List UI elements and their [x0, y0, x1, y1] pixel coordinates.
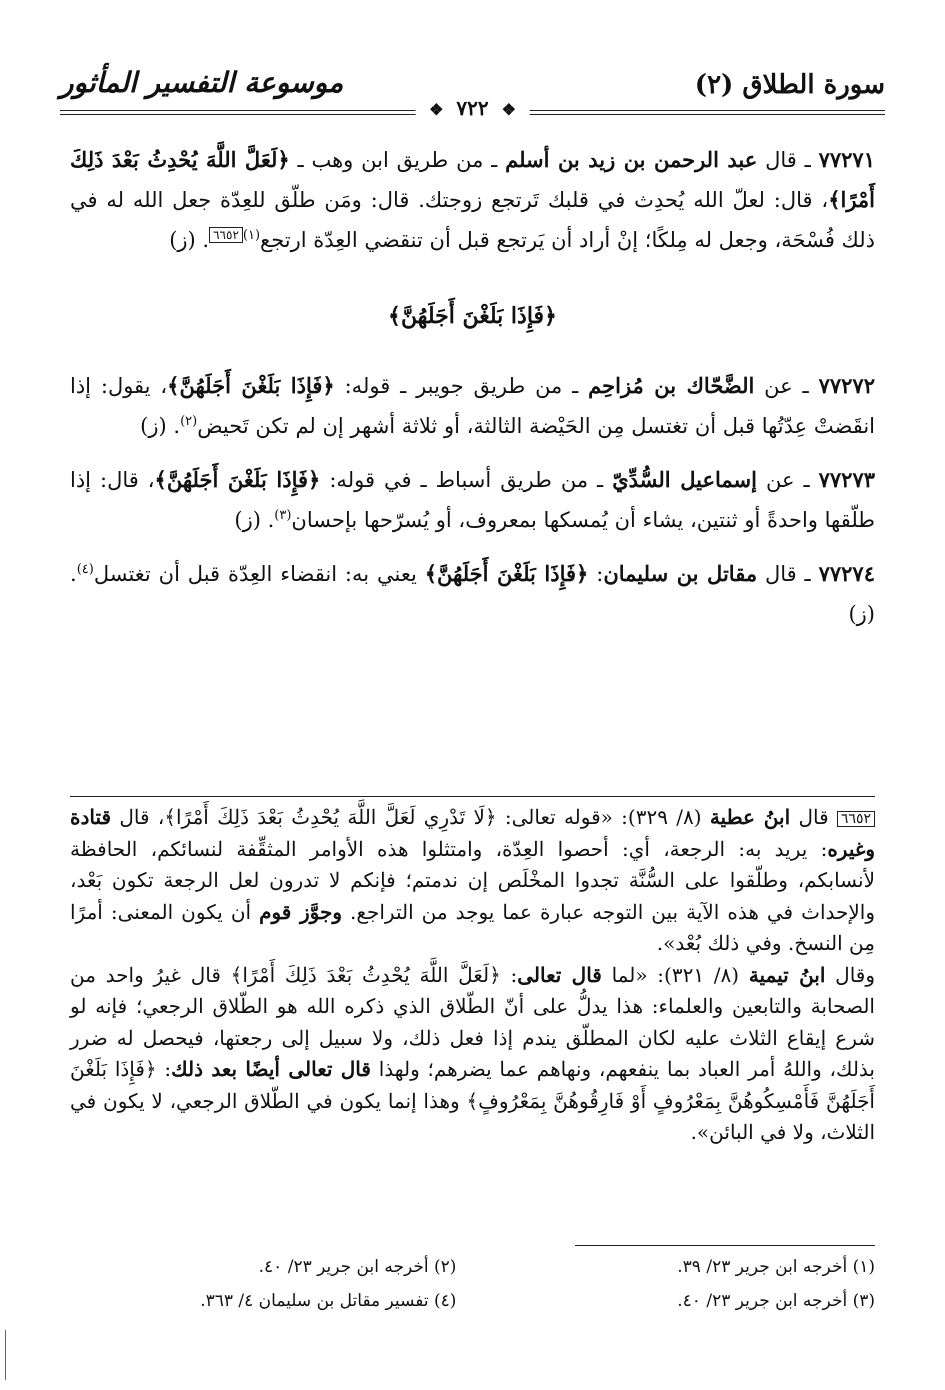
commentary-text: : ﴿فَإِذَا بَلَغْنَ أَجَلَهُنَّ فَأَمْسِكُوهُنَّ بِمَعْرُوفٍ أَوْ فَارِقُوهُنَّ بِمَعْرُوفٍ﴾ وهذا إنما يكون في الطّلاق الرجعي، لا يكون في الثلاث، ولا في البائن».	[70, 1057, 875, 1144]
entry-body: يعني به: انقضاء العِدّة قبل أن تغتسل	[93, 562, 425, 586]
commentary-text: : ﴿لَعَلَّ اللَّهَ يُحْدِثُ بَعْدَ ذَلِكَ أَمْرًا﴾ قال غيرُ واحد من الصحابة والتابعين والعلماء: هذا يدلُّ على أنّ الطّلاق الذي ذكره الله هو الطّلاق الرجعي؛ فإنه لو شرع إيقاع الثلاث عليه لكان المطلّق يندم إذا فعل ذلك، ولا سبيل إلى رجعتها، فيحصل له ضرر بذلك، واللهُ أمر العباد بما ينفعهم، ونهاهم عما يضرهم؛ ولهذا	[70, 962, 875, 1081]
commentary-block	[70, 802, 875, 1149]
entry-77272	[70, 366, 875, 446]
commentary-ref-box[interactable]: ٦٦٥٢	[209, 227, 243, 243]
footnote-marker[interactable]: (٢)	[180, 414, 198, 429]
commentary-text: : يريد به: الرجعة، أي: أحصوا العِدّة، وامتثلوا هذه الأوامر المثقِّفة لنسائكم، الحافظة لأنسابكم، وطلّقوا على السُّنَّة تجدوا المخْلَص إن ندمتم؛ فإنكم لا تدرون لعل الرجعة تكون بَعْد، والإحداث في هذه الآية بين التوجه عبارة عما يوجد من التراجع.	[70, 836, 875, 924]
chain-text: ـ من طريق أسباط ـ في قوله:	[320, 468, 613, 492]
chain-text: :	[588, 562, 604, 586]
commentary-text: (٨/ ٣٢١): «لما	[601, 962, 749, 987]
entry-number: ٧٧٢٧١	[818, 147, 875, 172]
surah-title: سورة الطلاق (٢)	[694, 70, 885, 100]
footnote-marker[interactable]: (٣)	[274, 508, 292, 523]
book-title: موسوعة التفسير المأثور	[60, 66, 344, 99]
commentary-paragraph	[70, 960, 875, 1149]
quran-verse: ﴿فَإِذَا بَلَغْنَ أَجَلَهُنَّ﴾	[424, 561, 589, 586]
entry-end: . (ز)	[70, 562, 875, 626]
footnote-marker[interactable]: (١)	[242, 228, 261, 243]
scholar-name: ابنُ تيمية	[748, 962, 826, 987]
scholar-name: ابنُ عطية	[709, 805, 791, 829]
entry-number: ٧٧٢٧٢	[818, 373, 875, 398]
entry-end: . (ز)	[169, 228, 210, 252]
footnote-marker[interactable]: (٤)	[76, 562, 94, 577]
chain-text: ـ من طريق ابن وهب ـ	[289, 148, 506, 172]
footnote-1: (١) أخرجه ابن جرير ٢٣/ ٣٩.	[677, 1257, 875, 1277]
footnote-4: (٤) تفسير مقاتل بن سليمان ٤/ ٣٦٣.	[200, 1291, 457, 1311]
scholar-name: قال تعالى أيضًا بعد ذلك	[171, 1057, 371, 1081]
entry-end: . (ز)	[140, 414, 181, 438]
page-number: ٧٢٢	[456, 96, 489, 120]
commentary-text: أن يكون المعنى: أمرًا مِن النسخ. وفي ذلك بُعْد».	[70, 899, 875, 955]
commentary-separator	[70, 796, 875, 797]
footnote-3: (٣) أخرجه ابن جرير ٢٣/ ٤٠.	[677, 1291, 875, 1311]
entry-intro: ـ عن	[756, 468, 819, 492]
commentary-paragraph	[70, 802, 875, 960]
chain-text: ـ من طريق جويبر ـ قوله:	[334, 374, 589, 398]
section-heading: ﴿فَإِذَا بَلَغْنَ أَجَلَهُنَّ﴾	[388, 303, 557, 329]
entry-77271	[70, 140, 875, 260]
commentary-text: قال	[790, 805, 837, 829]
entry-body: ، قال: إذا طلّقها واحدةً أو ثنتين، يشاء أن يُمسكها بمعروف، أو يُسرّحها بإحسان	[70, 468, 875, 532]
running-header	[60, 66, 885, 126]
main-text	[70, 140, 875, 648]
entry-intro: ـ عن	[754, 374, 819, 398]
quran-verse: ﴿لَعَلَّ اللَّهَ يُحْدِثُ بَعْدَ ذَلِكَ أَمْرًا﴾	[70, 147, 875, 212]
scholar-name: وجوَّز قوم	[259, 899, 342, 924]
scholar-name: قتادة وغيره	[70, 805, 875, 861]
entry-77273	[70, 460, 875, 540]
ornament-icon: ❖	[429, 100, 444, 119]
narrator-name: الضَّحّاك بن مُزاحِم	[588, 373, 755, 398]
footnote-column-right	[489, 1250, 875, 1318]
footnote-column-left	[70, 1250, 456, 1318]
narrator-name: إسماعيل السُّدِّيّ	[612, 467, 757, 492]
entry-end: . (ز)	[234, 508, 275, 532]
entry-number: ٧٧٢٧٣	[818, 467, 876, 492]
entry-intro: ـ قال	[757, 562, 819, 586]
commentary-text: وقال	[825, 962, 876, 987]
entry-body: ، قال: لعلّ الله يُحدِث في قلبك تَرتجع زوجتك. قال: ومَن طلّق للعِدّة جعل الله له في ذلك فُسْحَة، وجعل له مِلكًا؛ إنْ أراد أن يَرتجع قبل أن تنقضي العِدّة ارتجع	[70, 188, 875, 252]
footnote-separator	[575, 1245, 875, 1246]
margin-mark	[5, 1330, 6, 1380]
commentary-ref-box: ٦٦٥٢	[837, 811, 875, 827]
scholar-name: قال تعالى	[517, 962, 602, 987]
entry-body: ، يقول: إذا انقَضتْ عِدّتُها قبل أن تغتسل مِن الحَيْضة الثالثة، أو ثلاثة أشهر إن لم تكن تَحيض	[70, 374, 875, 438]
page-number-group	[415, 96, 530, 120]
footnotes	[70, 1250, 875, 1318]
commentary-text: (٨/ ٣٢٩): «قوله تعالى: ﴿لَا تَدْرِي لَعَلَّ اللَّهَ يُحْدِثُ بَعْدَ ذَلِكَ أَمْرًا﴾، قال	[111, 805, 710, 829]
entry-number: ٧٧٢٧٤	[818, 561, 875, 586]
entry-intro: ـ قال	[757, 148, 819, 172]
narrator-name: عبد الرحمن بن زيد بن أسلم	[505, 147, 758, 172]
footnote-2: (٢) أخرجه ابن جرير ٢٣/ ٤٠.	[258, 1257, 457, 1277]
quran-verse: ﴿فَإِذَا بَلَغْنَ أَجَلَهُنَّ﴾	[154, 467, 321, 492]
narrator-name: مقاتل بن سليمان	[603, 561, 758, 586]
quran-verse: ﴿فَإِذَا بَلَغْنَ أَجَلَهُنَّ﴾	[167, 373, 335, 398]
footnote-row	[70, 1250, 875, 1318]
ornament-icon: ❖	[501, 100, 516, 119]
entry-77274	[70, 554, 875, 634]
